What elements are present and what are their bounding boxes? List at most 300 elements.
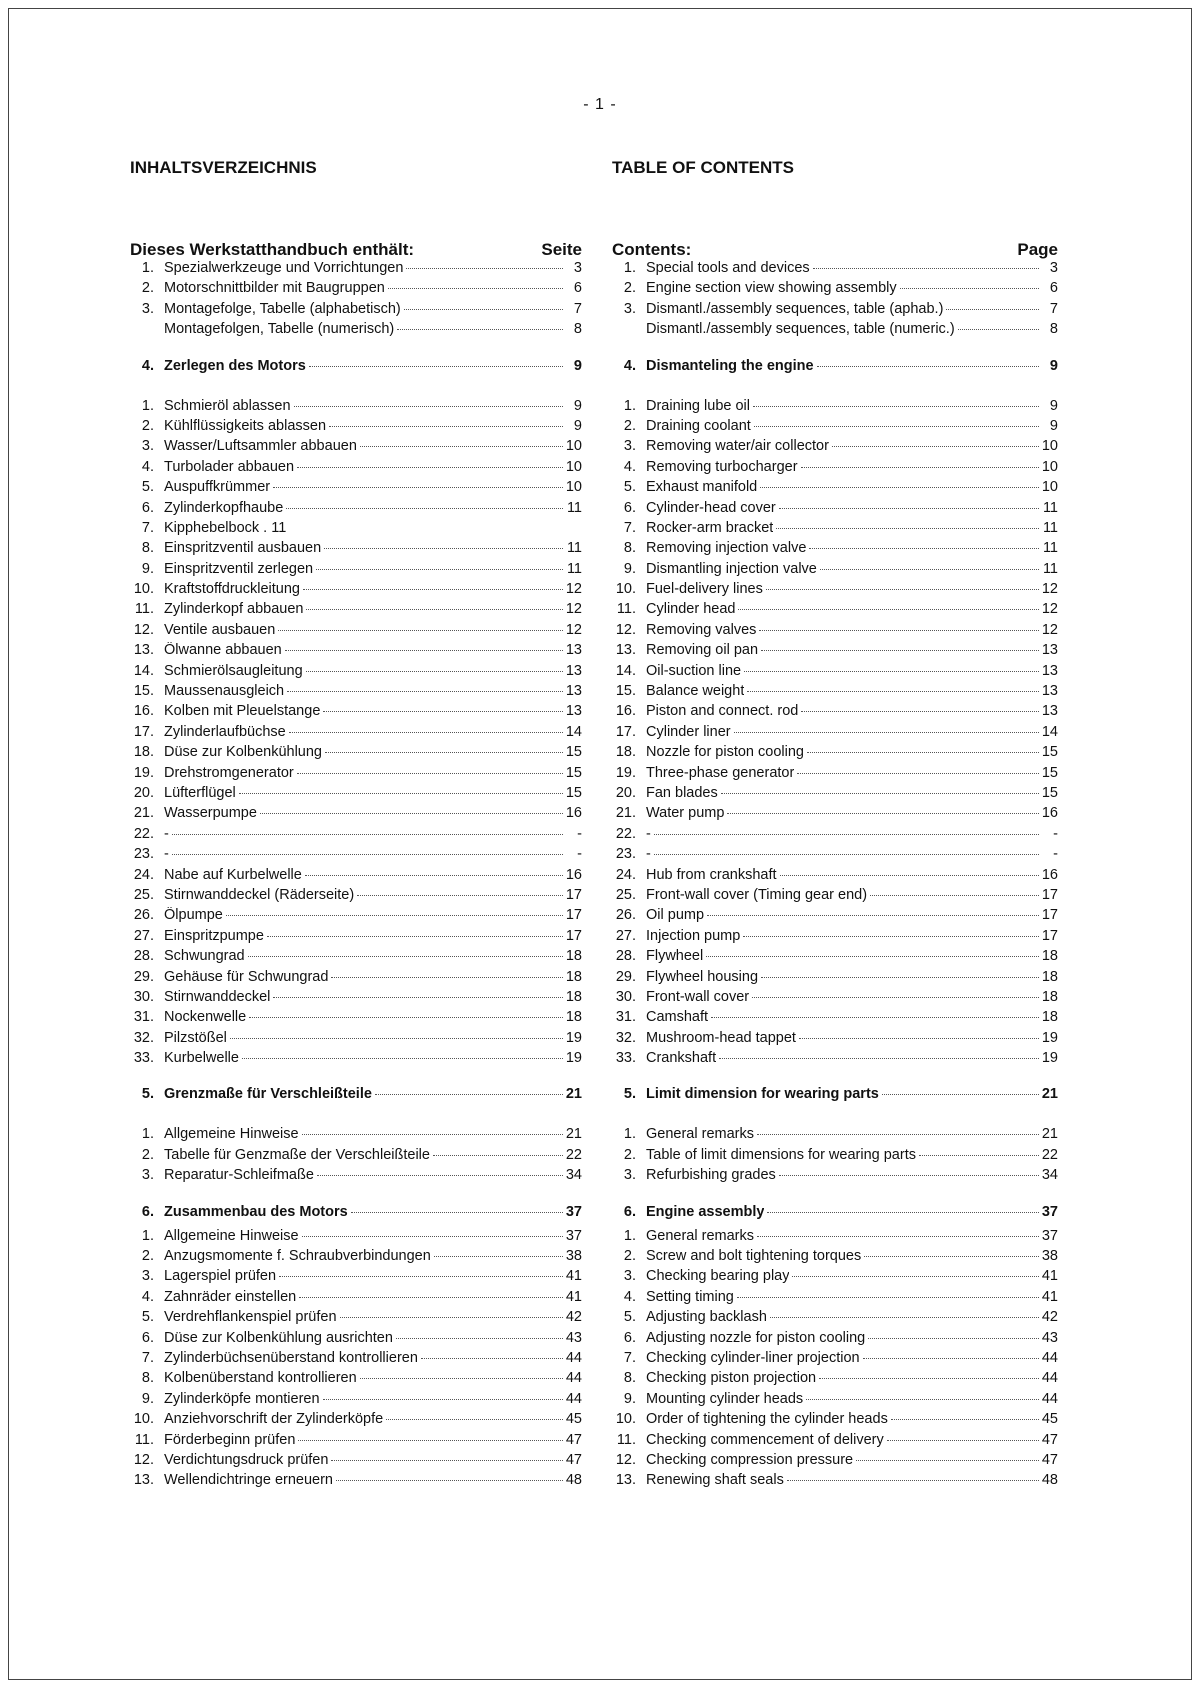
toc-entry bbox=[130, 321, 582, 341]
entry-number: 4. bbox=[623, 1288, 636, 1305]
toc-entry bbox=[612, 744, 1058, 764]
dot-leader bbox=[868, 1338, 1039, 1339]
entry-number: 15. bbox=[133, 683, 154, 700]
dot-leader bbox=[329, 426, 563, 427]
entry-number: 2. bbox=[141, 1146, 154, 1163]
dot-leader bbox=[299, 1297, 563, 1298]
entry-title: Special tools and devices bbox=[646, 260, 810, 276]
dot-leader bbox=[323, 1399, 563, 1400]
entry-title: Reparatur-Schleifmaße bbox=[164, 1167, 314, 1184]
entry-title: Removing injection valve bbox=[646, 540, 807, 557]
entry-number: 16. bbox=[133, 703, 154, 720]
entry-title: Kurbelwelle bbox=[164, 1050, 239, 1067]
entry-page-number: 10 bbox=[565, 438, 582, 455]
dot-leader bbox=[316, 569, 563, 570]
dot-leader bbox=[360, 446, 563, 447]
dot-leader bbox=[887, 1440, 1039, 1441]
entry-page-number: 3 bbox=[573, 260, 582, 276]
entry-page-number: 41 bbox=[1041, 1288, 1058, 1305]
entry-page-number: 11 bbox=[1042, 499, 1058, 516]
entry-number: 7. bbox=[623, 519, 636, 536]
entry-title: Lüfterflügel bbox=[164, 784, 236, 801]
entry-page-number: 41 bbox=[565, 1288, 582, 1305]
entry-number: 27. bbox=[133, 927, 154, 944]
entry-page-number: 11 bbox=[566, 499, 582, 516]
dot-leader bbox=[357, 895, 563, 896]
entry-page-number: 16 bbox=[565, 805, 582, 822]
entry-title: Einspritzventil ausbauen bbox=[164, 540, 322, 557]
toc-entry bbox=[612, 479, 1058, 499]
entry-number: 1. bbox=[141, 397, 154, 414]
entry-page-number: 15 bbox=[1041, 784, 1058, 801]
toc-column-german bbox=[130, 158, 582, 1493]
toc-entry bbox=[612, 561, 1058, 581]
entry-page-number: 38 bbox=[1041, 1248, 1058, 1265]
dot-leader bbox=[919, 1155, 1039, 1156]
dot-leader bbox=[654, 834, 1039, 835]
toc-entry bbox=[130, 1009, 582, 1029]
entry-page-number: 41 bbox=[1041, 1268, 1058, 1285]
entry-number: 9. bbox=[141, 1390, 154, 1407]
entry-number: 2. bbox=[623, 280, 636, 297]
entry-title: Engine assembly bbox=[646, 1203, 765, 1220]
entry-page-number: 47 bbox=[565, 1451, 582, 1468]
entry-page-number: 13 bbox=[1041, 703, 1058, 720]
entry-title: Montagefolge, Tabelle (alphabetisch) bbox=[164, 300, 401, 317]
entry-number: 1. bbox=[141, 260, 154, 276]
entry-title: Ventile ausbauen bbox=[164, 621, 276, 638]
entry-number: 2. bbox=[623, 1248, 636, 1265]
entry-title: General remarks bbox=[646, 1126, 754, 1143]
entry-number: 4. bbox=[141, 357, 154, 374]
toc-entry bbox=[130, 683, 582, 703]
entry-title: Front-wall cover bbox=[646, 988, 750, 1005]
dot-leader bbox=[302, 1236, 563, 1237]
toc-entry bbox=[612, 805, 1058, 825]
entry-page-number: 9 bbox=[573, 417, 582, 434]
entry-page-number: 9 bbox=[1049, 357, 1058, 374]
entry-page-number: 37 bbox=[1041, 1203, 1058, 1220]
entry-page-number: 22 bbox=[565, 1146, 582, 1163]
entry-page-number: 38 bbox=[565, 1248, 582, 1265]
entry-number: 9. bbox=[623, 560, 636, 577]
dot-leader bbox=[817, 366, 1039, 367]
dot-leader bbox=[754, 426, 1039, 427]
entry-page-number: 18 bbox=[565, 948, 582, 965]
dot-leader bbox=[324, 548, 563, 549]
dot-leader bbox=[711, 1017, 1039, 1018]
entry-title: Dismantl./assembly sequences, table (numeric.) bbox=[646, 321, 955, 338]
entry-title: Schwungrad bbox=[164, 948, 245, 965]
entry-title: Zylinderköpfe montieren bbox=[164, 1390, 320, 1407]
entry-number: 7. bbox=[141, 519, 154, 536]
dot-leader bbox=[331, 1460, 562, 1461]
dot-leader bbox=[230, 1038, 563, 1039]
toc-entry bbox=[612, 438, 1058, 458]
page-column-label: Page bbox=[1017, 240, 1058, 259]
toc-entry bbox=[130, 1126, 582, 1146]
dot-leader bbox=[309, 366, 563, 367]
dot-leader bbox=[375, 1094, 563, 1095]
entry-number: 7. bbox=[141, 1349, 154, 1366]
toc-entry bbox=[130, 867, 582, 887]
dot-leader bbox=[801, 467, 1039, 468]
toc-entry bbox=[612, 703, 1058, 723]
toc-entry bbox=[130, 540, 582, 560]
toc-entry bbox=[130, 561, 582, 581]
dot-leader bbox=[734, 732, 1039, 733]
entry-page-number: - bbox=[1053, 825, 1058, 842]
entry-title: Zylinderbüchsenüberstand kontrollieren bbox=[164, 1349, 418, 1366]
entry-title: Removing water/air collector bbox=[646, 438, 829, 455]
dot-leader bbox=[891, 1419, 1039, 1420]
entry-page-number: 18 bbox=[1041, 988, 1058, 1005]
entry-page-number: - bbox=[1053, 846, 1058, 863]
entry-number: 28. bbox=[615, 948, 636, 965]
entry-number: 29. bbox=[615, 968, 636, 985]
entry-title: Düse zur Kolbenkühlung ausrichten bbox=[164, 1329, 393, 1346]
entry-title: Adjusting backlash bbox=[646, 1309, 767, 1326]
toc-entry bbox=[612, 1432, 1058, 1452]
entry-page-number: 17 bbox=[565, 927, 582, 944]
toc-entry bbox=[130, 785, 582, 805]
entry-title: Tabelle für Genzmaße der Verschleißteile bbox=[164, 1146, 430, 1163]
toc-entry bbox=[612, 948, 1058, 968]
entry-title: Crankshaft bbox=[646, 1050, 717, 1067]
entry-page-number: 13 bbox=[565, 642, 582, 659]
entry-number: 24. bbox=[615, 866, 636, 883]
toc-entry bbox=[612, 280, 1058, 300]
entry-number: 2. bbox=[141, 280, 154, 297]
entry-number: 1. bbox=[141, 1227, 154, 1244]
entry-page-number: 14 bbox=[565, 723, 582, 740]
dot-leader bbox=[780, 875, 1039, 876]
entry-page-number: 7 bbox=[1049, 300, 1058, 317]
entry-title: Wasser/Luftsammler abbauen bbox=[164, 438, 357, 455]
toc-entry bbox=[612, 989, 1058, 1009]
entry-title: Anziehvorschrift der Zylinderköpfe bbox=[164, 1411, 384, 1428]
dot-leader bbox=[946, 309, 1039, 310]
entry-page-number: 12 bbox=[565, 601, 582, 618]
entry-page-number: 21 bbox=[565, 1126, 582, 1143]
dot-leader bbox=[738, 609, 1038, 610]
entry-page-number: 3 bbox=[1049, 260, 1058, 276]
toc-entry bbox=[130, 398, 582, 418]
entry-number: 6. bbox=[623, 1329, 636, 1346]
dot-leader bbox=[721, 793, 1039, 794]
entry-number: 1. bbox=[623, 1126, 636, 1143]
entry-page-number: 17 bbox=[1041, 907, 1058, 924]
entry-title: Rocker-arm bracket bbox=[646, 519, 774, 536]
toc-entry bbox=[612, 1126, 1058, 1146]
entry-title: Kipphebelbock . 11 bbox=[164, 519, 287, 536]
entry-title: Düse zur Kolbenkühlung bbox=[164, 744, 322, 761]
entry-number: 22. bbox=[615, 825, 636, 842]
entry-title: Cylinder liner bbox=[646, 723, 731, 740]
entry-page-number: 47 bbox=[1041, 1451, 1058, 1468]
dot-leader bbox=[397, 329, 563, 330]
entry-number: 6. bbox=[141, 1203, 154, 1220]
entry-title: Schmierölsaugleitung bbox=[164, 662, 303, 679]
entry-page-number: 8 bbox=[573, 321, 582, 338]
toc-entry bbox=[612, 1309, 1058, 1329]
toc-entry bbox=[130, 846, 582, 866]
entry-title: Dismantling injection valve bbox=[646, 560, 817, 577]
entry-page-number: 9 bbox=[573, 397, 582, 414]
dot-leader bbox=[323, 711, 562, 712]
entry-title: Cylinder head bbox=[646, 601, 736, 618]
toc-entry bbox=[612, 260, 1058, 280]
entry-title: Stirnwanddeckel bbox=[164, 988, 271, 1005]
dot-leader bbox=[278, 630, 563, 631]
dot-leader bbox=[743, 936, 1039, 937]
entry-page-number: 9 bbox=[573, 357, 582, 374]
entry-page-number: 34 bbox=[565, 1167, 582, 1184]
entry-number: 6. bbox=[141, 1329, 154, 1346]
toc-entry bbox=[612, 1391, 1058, 1411]
entry-page-number: 13 bbox=[565, 662, 582, 679]
toc-entry bbox=[612, 826, 1058, 846]
toc-entry bbox=[130, 500, 582, 520]
entry-number: 1. bbox=[623, 260, 636, 276]
entry-page-number: 7 bbox=[573, 300, 582, 317]
entry-title: Wasserpumpe bbox=[164, 805, 257, 822]
toc-entry bbox=[612, 724, 1058, 744]
entry-page-number: 48 bbox=[1041, 1472, 1058, 1489]
dot-leader bbox=[242, 1058, 563, 1059]
entry-title: Nozzle for piston cooling bbox=[646, 744, 804, 761]
entry-title: Zerlegen des Motors bbox=[164, 357, 306, 374]
entry-page-number: 21 bbox=[1041, 1086, 1058, 1103]
entry-title: Checking cylinder-liner projection bbox=[646, 1349, 860, 1366]
entry-number: 1. bbox=[141, 1126, 154, 1143]
toc-entry bbox=[612, 1350, 1058, 1370]
entry-page-number: 10 bbox=[1041, 458, 1058, 475]
dot-leader bbox=[807, 752, 1039, 753]
entry-number: 13. bbox=[615, 1472, 636, 1489]
entry-title: Ölwanne abbauen bbox=[164, 642, 282, 659]
entry-page-number: 16 bbox=[565, 866, 582, 883]
entry-number: 33. bbox=[133, 1050, 154, 1067]
dot-leader bbox=[870, 895, 1039, 896]
entry-number: 12. bbox=[133, 1451, 154, 1468]
dot-leader bbox=[792, 1276, 1038, 1277]
toc-section bbox=[612, 1204, 1058, 1493]
dot-leader bbox=[727, 813, 1038, 814]
entry-number: 3. bbox=[623, 300, 636, 317]
entry-number: 14. bbox=[615, 662, 636, 679]
entry-page-number: 9 bbox=[1049, 417, 1058, 434]
entry-title: Auspuffkrümmer bbox=[164, 479, 271, 496]
entry-number: 21. bbox=[133, 805, 154, 822]
toc-entry bbox=[612, 1472, 1058, 1492]
entry-page-number: 13 bbox=[1041, 662, 1058, 679]
toc-entry bbox=[130, 1309, 582, 1329]
entry-number: 33. bbox=[615, 1050, 636, 1067]
entry-number: 25. bbox=[133, 886, 154, 903]
toc-chapter-heading bbox=[130, 358, 582, 382]
dot-leader bbox=[900, 288, 1039, 289]
dot-leader bbox=[336, 1480, 563, 1481]
entry-number: 13. bbox=[615, 642, 636, 659]
toc-entry bbox=[130, 260, 582, 280]
entry-title: Piston and connect. rod bbox=[646, 703, 799, 720]
dot-leader bbox=[433, 1155, 563, 1156]
entry-number: 2. bbox=[141, 417, 154, 434]
toc-entry bbox=[130, 724, 582, 744]
dot-leader bbox=[287, 691, 563, 692]
entry-title: Setting timing bbox=[646, 1288, 734, 1305]
entry-title: Dismanteling the engine bbox=[646, 357, 814, 374]
dot-leader bbox=[267, 936, 563, 937]
entry-title: Verdichtungsdruck prüfen bbox=[164, 1451, 329, 1468]
entry-page-number: 12 bbox=[1041, 581, 1058, 598]
entry-title: Removing oil pan bbox=[646, 642, 759, 659]
entry-number: 5. bbox=[623, 479, 636, 496]
toc-section bbox=[130, 1086, 582, 1110]
dot-leader bbox=[776, 528, 1039, 529]
dot-leader bbox=[761, 977, 1039, 978]
entry-title: Dismantl./assembly sequences, table (aphab.) bbox=[646, 300, 944, 317]
entry-title: Nabe auf Kurbelwelle bbox=[164, 866, 302, 883]
toc-section bbox=[612, 358, 1058, 382]
toc-entry bbox=[612, 418, 1058, 438]
entry-page-number: 15 bbox=[565, 784, 582, 801]
entry-page-number: 22 bbox=[1041, 1146, 1058, 1163]
entry-number: 3. bbox=[141, 1167, 154, 1184]
toc-entry bbox=[612, 601, 1058, 621]
entry-title: Drehstromgenerator bbox=[164, 764, 294, 781]
toc-entry bbox=[130, 622, 582, 642]
toc-entry bbox=[612, 1009, 1058, 1029]
entry-title: Refurbishing grades bbox=[646, 1167, 776, 1184]
dot-leader bbox=[331, 977, 562, 978]
dot-leader bbox=[753, 406, 1039, 407]
dot-leader bbox=[760, 487, 1039, 488]
entry-number: 32. bbox=[133, 1029, 154, 1046]
entry-title: Checking bearing play bbox=[646, 1268, 790, 1285]
entry-title: - bbox=[646, 825, 651, 842]
dot-leader bbox=[779, 508, 1039, 509]
entry-title: Lagerspiel prüfen bbox=[164, 1268, 277, 1285]
dot-leader bbox=[406, 268, 563, 269]
dot-leader bbox=[396, 1338, 563, 1339]
entry-title: Turbolader abbauen bbox=[164, 458, 295, 475]
dot-leader bbox=[759, 630, 1038, 631]
entry-number: 10. bbox=[615, 1411, 636, 1428]
dot-leader bbox=[882, 1094, 1039, 1095]
dot-leader bbox=[797, 773, 1039, 774]
toc-entry bbox=[130, 438, 582, 458]
toc-entry bbox=[130, 1411, 582, 1431]
entry-page-number: 9 bbox=[1049, 397, 1058, 414]
toc-entry bbox=[612, 1370, 1058, 1390]
entry-number: 8. bbox=[141, 540, 154, 557]
toc-entry bbox=[612, 969, 1058, 989]
entry-title: Camshaft bbox=[646, 1009, 709, 1026]
entry-title: Injection pump bbox=[646, 927, 741, 944]
dot-leader bbox=[172, 854, 563, 855]
entry-page-number: 12 bbox=[565, 621, 582, 638]
entry-number: 23. bbox=[615, 846, 636, 863]
dot-leader bbox=[806, 1399, 1039, 1400]
dot-leader bbox=[864, 1256, 1039, 1257]
toc-section bbox=[130, 1204, 582, 1493]
toc-entry bbox=[130, 1330, 582, 1350]
entry-title: Schmieröl ablassen bbox=[164, 397, 291, 414]
entry-number: 17. bbox=[133, 723, 154, 740]
entry-number: 4. bbox=[623, 458, 636, 475]
entry-page-number: 13 bbox=[1041, 642, 1058, 659]
dot-leader bbox=[799, 1038, 1039, 1039]
entry-number: 15. bbox=[615, 683, 636, 700]
toc-entry bbox=[130, 581, 582, 601]
entry-title: Anzugsmomente f. Schraubverbindungen bbox=[164, 1248, 431, 1265]
toc-entry bbox=[612, 846, 1058, 866]
entry-title: Zusammenbau des Motors bbox=[164, 1203, 348, 1220]
toc-entry bbox=[130, 744, 582, 764]
dot-leader bbox=[285, 650, 563, 651]
entry-title: Renewing shaft seals bbox=[646, 1472, 784, 1489]
entry-number: 2. bbox=[141, 1248, 154, 1265]
entry-number: 9. bbox=[623, 1390, 636, 1407]
toc-entry bbox=[130, 1228, 582, 1248]
dot-leader bbox=[707, 915, 1039, 916]
dot-leader bbox=[286, 508, 563, 509]
dot-leader bbox=[958, 329, 1039, 330]
entry-title: Förderbeginn prüfen bbox=[164, 1431, 296, 1448]
toc-entry bbox=[130, 1030, 582, 1050]
entry-number: 4. bbox=[141, 1288, 154, 1305]
toc-entry bbox=[612, 642, 1058, 662]
toc-entry bbox=[130, 459, 582, 479]
entry-page-number: 15 bbox=[1041, 744, 1058, 761]
toc-entry bbox=[612, 398, 1058, 418]
entry-page-number: 16 bbox=[1041, 805, 1058, 822]
entry-page-number: 21 bbox=[565, 1086, 582, 1103]
entry-number: 12. bbox=[133, 621, 154, 638]
entry-page-number: 15 bbox=[565, 764, 582, 781]
entry-page-number: 11 bbox=[566, 560, 582, 577]
entry-title: Verdrehflankenspiel prüfen bbox=[164, 1309, 337, 1326]
entry-title: Checking piston projection bbox=[646, 1370, 817, 1387]
entry-title: Draining coolant bbox=[646, 417, 751, 434]
entry-number: 25. bbox=[615, 886, 636, 903]
entry-title: Kolbenüberstand kontrollieren bbox=[164, 1370, 357, 1387]
toc-entry bbox=[612, 1030, 1058, 1050]
entry-title: Exhaust manifold bbox=[646, 479, 758, 496]
entry-title: Checking compression pressure bbox=[646, 1451, 854, 1468]
entry-page-number: 42 bbox=[565, 1309, 582, 1326]
toc-entry bbox=[612, 459, 1058, 479]
entry-title: Flywheel bbox=[646, 948, 704, 965]
toc-entry bbox=[130, 765, 582, 785]
entry-page-number: 37 bbox=[565, 1227, 582, 1244]
entry-number: 2. bbox=[623, 417, 636, 434]
entry-number: 14. bbox=[133, 662, 154, 679]
entry-number: 17. bbox=[615, 723, 636, 740]
entry-title: Zylinderlaufbüchse bbox=[164, 723, 286, 740]
toc-entry bbox=[612, 663, 1058, 683]
toc-entry bbox=[612, 683, 1058, 703]
toc-section bbox=[612, 1126, 1058, 1187]
entry-title: Mushroom-head tappet bbox=[646, 1029, 796, 1046]
entry-page-number: 11 bbox=[1042, 540, 1058, 557]
toc-entry bbox=[612, 928, 1058, 948]
entry-title: Flywheel housing bbox=[646, 968, 759, 985]
entry-title: Water pump bbox=[646, 805, 725, 822]
entry-title: General remarks bbox=[646, 1227, 754, 1244]
